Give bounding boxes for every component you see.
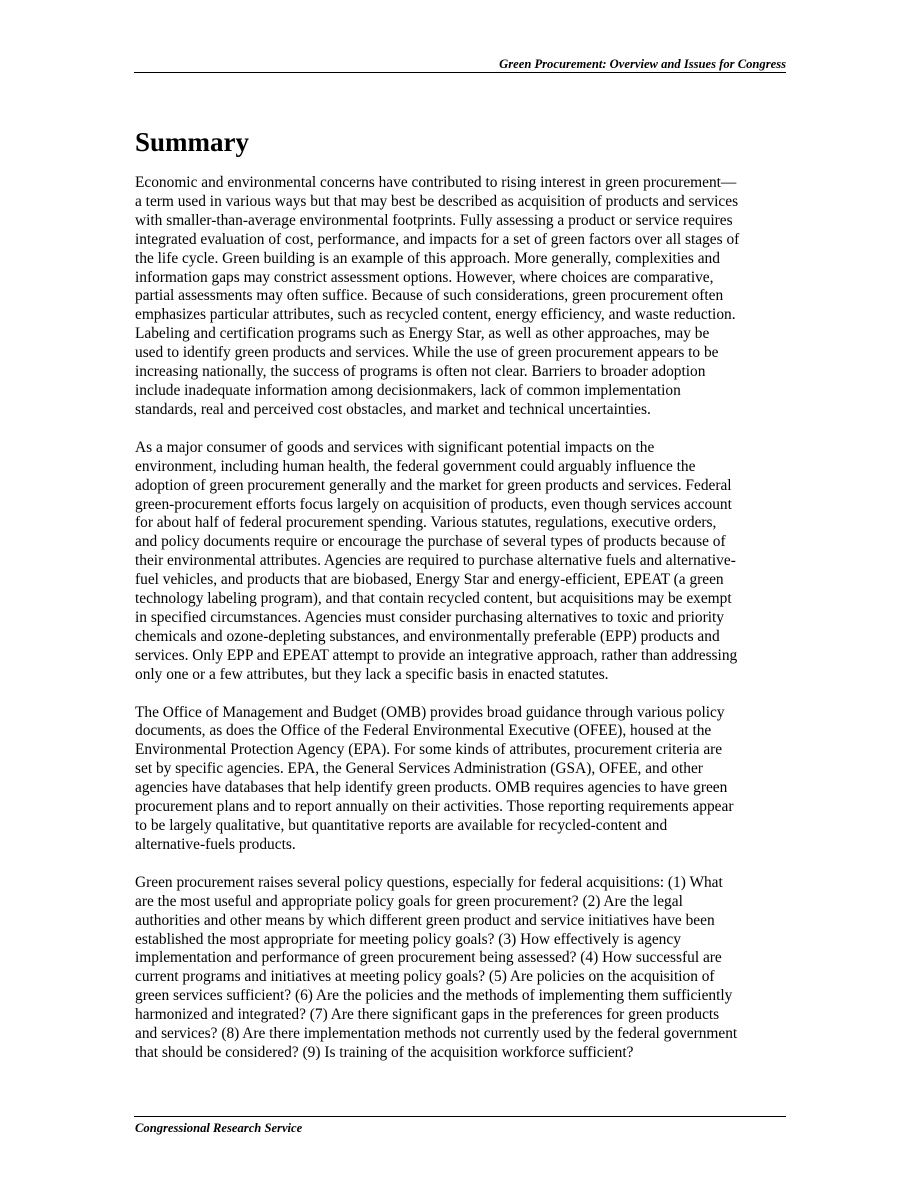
paragraph-line: authorities and other means by which different green product and service initiatives have been — [135, 911, 715, 929]
paragraph-line: set by specific agencies. EPA, the General Services Administration (GSA), OFEE, and other — [135, 760, 703, 778]
paragraph-line: the life cycle. Green building is an example of this approach. More generally, complexities and — [135, 249, 720, 267]
paragraph-line: only one or a few attributes, but they lack a specific basis in enacted statutes. — [135, 665, 609, 683]
paragraph-line: adoption of green procurement generally and the market for green products and services. Federal — [135, 476, 732, 494]
paragraph-line: procurement plans and to report annually on their activities. Those reporting requirements appear — [135, 798, 734, 816]
paragraph-line: used to identify green products and services. While the use of green procurement appears to be — [135, 344, 719, 362]
paragraph-line: chemicals and ozone-depleting substances, and environmentally preferable (EPP) products and — [135, 627, 720, 645]
summary-paragraph-3 — [135, 704, 787, 855]
page-title: Summary — [135, 127, 249, 157]
paragraph-line: alternative-fuels products. — [135, 835, 296, 853]
paragraph-line: and policy documents require or encourage the purchase of several types of products because of — [135, 533, 726, 551]
paragraph-line: increasing nationally, the success of programs is often not clear. Barriers to broader adoption — [135, 363, 706, 381]
paragraph-line: implementation and performance of green procurement being assessed? (4) How successful are — [135, 949, 722, 967]
paragraph-line: Labeling and certification programs such as Energy Star, as well as other approaches, may be — [135, 325, 710, 343]
summary-body — [135, 174, 787, 1063]
paragraph-line: and services? (8) Are there implementation methods not currently used by the federal government — [135, 1025, 738, 1043]
paragraph-line: The Office of Management and Budget (OMB) provides broad guidance through various policy — [135, 703, 725, 721]
paragraph-line: standards, real and perceived cost obstacles, and market and technical uncertainties. — [135, 400, 651, 418]
summary-paragraph-1 — [135, 174, 787, 420]
paragraph-line: their environmental attributes. Agencies are required to purchase alternative fuels and alternative- — [135, 552, 736, 570]
paragraph-line: documents, as does the Office of the Federal Environmental Executive (OFEE), housed at the — [135, 722, 712, 740]
main-content — [135, 124, 787, 1082]
summary-paragraph-4 — [135, 874, 787, 1063]
paragraph-line: As a major consumer of goods and services with significant potential impacts on the — [135, 438, 655, 456]
summary-paragraph-2 — [135, 439, 787, 685]
paragraph-line: information gaps may constrict assessment options. However, where choices are comparative, — [135, 268, 714, 286]
header-rule — [134, 72, 786, 73]
paragraph-line: Green procurement raises several policy questions, especially for federal acquisitions: (1) What — [135, 873, 723, 891]
paragraph-line: with smaller-than-average environmental footprints. Fully assessing a product or service requires — [135, 211, 733, 229]
paragraph-line: services. Only EPP and EPEAT attempt to provide an integrative approach, rather than addressing — [135, 646, 738, 664]
paragraph-line: include inadequate information among decisionmakers, lack of common implementation — [135, 381, 681, 399]
paragraph-line: established the most appropriate for meeting policy goals? (3) How effectively is agency — [135, 930, 681, 948]
running-header: Green Procurement: Overview and Issues for Congress — [499, 57, 786, 71]
paragraph-line: agencies have databases that help identify green products. OMB requires agencies to have green — [135, 779, 728, 797]
paragraph-line: emphasizes particular attributes, such as recycled content, energy efficiency, and waste reduction. — [135, 306, 736, 324]
running-footer: Congressional Research Service — [135, 1121, 303, 1135]
paragraph-line: a term used in various ways but that may best be described as acquisition of products and services — [135, 192, 739, 210]
footer-rule — [134, 1116, 786, 1117]
paragraph-line: environment, including human health, the federal government could arguably influence the — [135, 457, 696, 475]
paragraph-line: Environmental Protection Agency (EPA). For some kinds of attributes, procurement criteria are — [135, 741, 723, 759]
paragraph-line: for about half of federal procurement spending. Various statutes, regulations, executive orders, — [135, 514, 717, 532]
paragraph-line: in specified circumstances. Agencies must consider purchasing alternatives to toxic and priority — [135, 608, 724, 626]
paragraph-line: green services sufficient? (6) Are the policies and the methods of implementing them sufficiently — [135, 987, 733, 1005]
paragraph-line: technology labeling program), and that contain recycled content, but acquisitions may be exempt — [135, 590, 732, 608]
paragraph-line: to be largely qualitative, but quantitative reports are available for recycled-content and — [135, 817, 668, 834]
paragraph-line: integrated evaluation of cost, performance, and impacts for a set of green factors over all stages of — [135, 230, 740, 248]
paragraph-line: partial assessments may often suffice. Because of such considerations, green procurement often — [135, 287, 724, 305]
paragraph-line: Economic and environmental concerns have contributed to rising interest in green procurement— — [135, 174, 737, 191]
paragraph-line: current programs and initiatives at meeting policy goals? (5) Are policies on the acquisition of — [135, 968, 715, 986]
paragraph-line: that should be considered? (9) Is training of the acquisition workforce sufficient? — [135, 1043, 634, 1061]
paragraph-line: are the most useful and appropriate policy goals for green procurement? (2) Are the legal — [135, 892, 683, 910]
paragraph-line: fuel vehicles, and products that are biobased, Energy Star and energy-efficient, EPEAT (a green — [135, 571, 724, 589]
paragraph-line: green-procurement efforts focus largely on acquisition of products, even though services account — [135, 495, 732, 513]
paragraph-line: harmonized and integrated? (7) Are there significant gaps in the preferences for green products — [135, 1006, 720, 1024]
